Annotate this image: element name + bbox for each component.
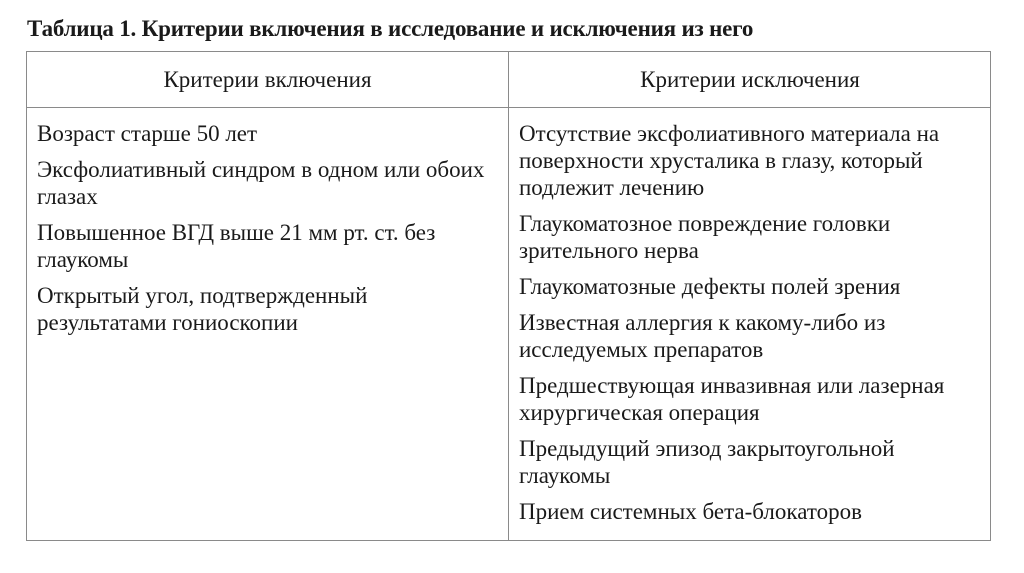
table-header-row xyxy=(27,52,990,108)
exclusion-item: Прием системных бета-блокаторов xyxy=(519,499,862,524)
column-divider xyxy=(508,52,509,540)
inclusion-item: Эксфолиативный синдром в одном или обоих глазах xyxy=(37,157,485,209)
exclusion-item: Глаукоматозные дефекты полей зрения xyxy=(519,274,901,299)
inclusion-item: Возраст старше 50 лет xyxy=(37,121,258,146)
inclusion-item: Открытый угол, подтвержденный результатами гониоскопии xyxy=(37,283,368,335)
exclusion-item: Предыдущий эпизод закрытоугольной глаукомы xyxy=(519,436,895,488)
header-inclusion-criteria: Критерии включения xyxy=(163,67,372,92)
inclusion-item: Повышенное ВГД выше 21 мм рт. ст. без глаукомы xyxy=(37,220,436,272)
inclusion-criteria-list xyxy=(37,120,497,345)
table-caption: Таблица 1. Критерии включения в исследование и исключения из него xyxy=(27,16,754,41)
exclusion-item: Известная аллергия к какому-либо из исследуемых препаратов xyxy=(519,310,886,362)
exclusion-item: Отсутствие эксфолиативного материала на поверхности хрусталика в глазу, который подлежит лечению xyxy=(519,121,940,200)
header-exclusion-criteria: Критерии исключения xyxy=(640,67,860,92)
exclusion-criteria-list xyxy=(519,120,987,534)
criteria-table xyxy=(26,51,991,541)
exclusion-item: Предшествующая инвазивная или лазерная хирургическая операция xyxy=(519,373,945,425)
exclusion-item: Глаукоматозное повреждение головки зрительного нерва xyxy=(519,211,891,263)
